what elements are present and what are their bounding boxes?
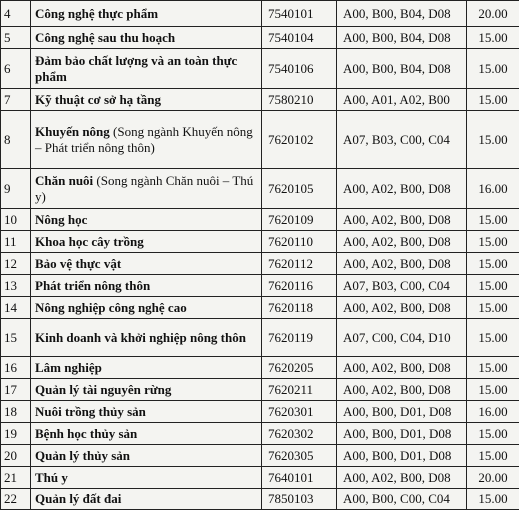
table-row (1, 467, 519, 489)
major-name (31, 275, 262, 297)
row-index: 20 (1, 445, 31, 467)
table-row (1, 89, 519, 111)
major-code: 7640101 (262, 467, 337, 489)
subject-combinations: A00, A02, B00, D08 (337, 379, 467, 401)
row-index: 18 (1, 401, 31, 423)
subject-combinations: A00, B00, B04, D08 (337, 27, 467, 49)
benchmark-score: 15.00 (467, 275, 519, 297)
major-name-bold: Thú y (35, 470, 68, 485)
benchmark-score: 15.00 (467, 423, 519, 445)
subject-combinations: A00, A02, B00, D08 (337, 231, 467, 253)
subject-combinations: A00, A02, B00, D08 (337, 357, 467, 379)
benchmark-score: 15.00 (467, 209, 519, 231)
major-name-bold: Công nghệ thực phẩm (35, 6, 158, 21)
subject-combinations: A00, B00, B04, D08 (337, 1, 467, 27)
major-name (31, 319, 262, 357)
major-name-note: (Song ngành Chăn nuôi – Thú y) (35, 173, 253, 204)
major-name-bold: Quản lý đất đai (35, 491, 121, 506)
row-index: 8 (1, 111, 31, 169)
table-row (1, 1, 519, 27)
major-name-bold: Công nghệ sau thu hoạch (35, 30, 175, 45)
table-row (1, 489, 519, 510)
major-code: 7620105 (262, 169, 337, 209)
row-index: 9 (1, 169, 31, 209)
major-name (31, 379, 262, 401)
row-index: 5 (1, 27, 31, 49)
major-code: 7620109 (262, 209, 337, 231)
benchmark-score: 15.00 (467, 445, 519, 467)
major-name (31, 467, 262, 489)
major-name-bold: Phát triển nông thôn (35, 278, 150, 293)
subject-combinations: A00, B00, D01, D08 (337, 423, 467, 445)
benchmark-score: 15.00 (467, 489, 519, 510)
major-code: 7540101 (262, 1, 337, 27)
table-row (1, 275, 519, 297)
subject-combinations: A00, A01, A02, B00 (337, 89, 467, 111)
table-row (1, 445, 519, 467)
benchmark-score: 15.00 (467, 231, 519, 253)
table-row (1, 169, 519, 209)
subject-combinations: A00, B00, B04, D08 (337, 49, 467, 89)
major-name (31, 401, 262, 423)
table-row (1, 253, 519, 275)
major-code: 7620305 (262, 445, 337, 467)
benchmark-score: 15.00 (467, 357, 519, 379)
table-row (1, 209, 519, 231)
table-row (1, 297, 519, 319)
major-name-bold: Nông học (35, 212, 87, 227)
subject-combinations: A07, C00, C04, D10 (337, 319, 467, 357)
row-index: 10 (1, 209, 31, 231)
subject-combinations: A00, A02, B00, D08 (337, 169, 467, 209)
major-name (31, 445, 262, 467)
major-code: 7620301 (262, 401, 337, 423)
major-code: 7620211 (262, 379, 337, 401)
subject-combinations: A00, A02, B00, D08 (337, 297, 467, 319)
row-index: 15 (1, 319, 31, 357)
benchmark-score: 15.00 (467, 111, 519, 169)
subject-combinations: A00, A02, B00, D08 (337, 467, 467, 489)
major-code: 7540106 (262, 49, 337, 89)
table-row (1, 379, 519, 401)
table-row (1, 401, 519, 423)
major-name (31, 253, 262, 275)
major-name-bold: Quản lý thủy sản (35, 448, 130, 463)
row-index: 21 (1, 467, 31, 489)
subject-combinations: A07, B03, C00, C04 (337, 275, 467, 297)
row-index: 11 (1, 231, 31, 253)
major-code: 7620205 (262, 357, 337, 379)
row-index: 12 (1, 253, 31, 275)
row-index: 19 (1, 423, 31, 445)
subject-combinations: A00, B00, D01, D08 (337, 401, 467, 423)
benchmark-score: 20.00 (467, 1, 519, 27)
major-name-bold: Lâm nghiệp (35, 360, 102, 375)
table-row (1, 319, 519, 357)
row-index: 22 (1, 489, 31, 510)
major-name-bold: Khoa học cây trồng (35, 234, 144, 249)
major-name-bold: Khuyến nông (35, 124, 110, 139)
major-name (31, 231, 262, 253)
row-index: 14 (1, 297, 31, 319)
table-row (1, 49, 519, 89)
subject-combinations: A00, B00, C00, C04 (337, 489, 467, 510)
benchmark-score: 15.00 (467, 319, 519, 357)
row-index: 7 (1, 89, 31, 111)
major-code: 7620118 (262, 297, 337, 319)
table-row (1, 357, 519, 379)
major-code: 7620110 (262, 231, 337, 253)
major-code: 7620102 (262, 111, 337, 169)
benchmark-score: 15.00 (467, 253, 519, 275)
table-row (1, 231, 519, 253)
major-code: 7620116 (262, 275, 337, 297)
major-name-bold: Nuôi trồng thủy sản (35, 404, 146, 419)
major-code: 7540104 (262, 27, 337, 49)
benchmark-score: 15.00 (467, 89, 519, 111)
row-index: 4 (1, 1, 31, 27)
major-name (31, 209, 262, 231)
major-name (31, 1, 262, 27)
major-code: 7620119 (262, 319, 337, 357)
row-index: 17 (1, 379, 31, 401)
major-name (31, 423, 262, 445)
major-code: 7620112 (262, 253, 337, 275)
table-row (1, 111, 519, 169)
table-row (1, 423, 519, 445)
major-name-bold: Kinh doanh và khởi nghiệp nông thôn (35, 330, 246, 345)
major-name (31, 89, 262, 111)
major-name (31, 489, 262, 510)
major-code: 7580210 (262, 89, 337, 111)
major-name-bold: Đảm bảo chất lượng và an toàn thực phẩm (35, 53, 237, 84)
major-name-bold: Nông nghiệp công nghệ cao (35, 300, 187, 315)
major-name (31, 169, 262, 209)
major-name-bold: Chăn nuôi (35, 173, 93, 188)
major-code: 7850103 (262, 489, 337, 510)
benchmark-score: 15.00 (467, 49, 519, 89)
subject-combinations: A00, A02, B00, D08 (337, 253, 467, 275)
row-index: 16 (1, 357, 31, 379)
major-name-note: (Song ngành Khuyến nông – Phát triển nông thôn) (35, 124, 253, 155)
row-index: 6 (1, 49, 31, 89)
benchmark-score: 15.00 (467, 379, 519, 401)
major-name-bold: Bảo vệ thực vật (35, 256, 121, 271)
subject-combinations: A00, B00, D01, D08 (337, 445, 467, 467)
major-name (31, 297, 262, 319)
subject-combinations: A00, A02, B00, D08 (337, 209, 467, 231)
table-body (1, 1, 519, 510)
table-row (1, 27, 519, 49)
major-name (31, 357, 262, 379)
benchmark-score: 16.00 (467, 401, 519, 423)
benchmark-score: 15.00 (467, 27, 519, 49)
benchmark-score: 16.00 (467, 169, 519, 209)
major-name (31, 111, 262, 169)
benchmark-score: 20.00 (467, 467, 519, 489)
major-name-bold: Quản lý tài nguyên rừng (35, 382, 171, 397)
major-name (31, 27, 262, 49)
row-index: 13 (1, 275, 31, 297)
major-name-bold: Kỹ thuật cơ sở hạ tầng (35, 92, 161, 107)
major-name-bold: Bệnh học thủy sản (35, 426, 137, 441)
subject-combinations: A07, B03, C00, C04 (337, 111, 467, 169)
major-code: 7620302 (262, 423, 337, 445)
benchmark-score: 15.00 (467, 297, 519, 319)
major-name (31, 49, 262, 89)
